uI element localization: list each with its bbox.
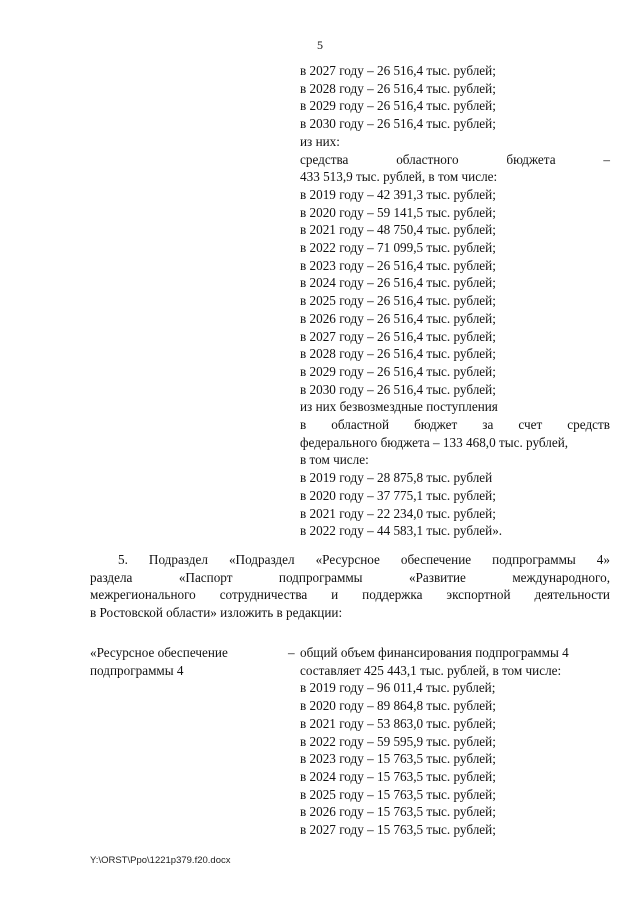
resource-label-line: «Ресурсное обеспечение bbox=[90, 645, 228, 660]
section-line: 5. Подраздел «Подраздел «Ресурсное обеспечение подпрограммы 4» bbox=[118, 552, 610, 567]
list-item: в 2020 году – 89 864,8 тыс. рублей; bbox=[300, 698, 496, 714]
list-item: в 2026 году – 15 763,5 тыс. рублей; bbox=[300, 804, 496, 820]
section-5-paragraph bbox=[90, 551, 610, 622]
grants-heading-line2: в областной бюджет за счет средств bbox=[300, 417, 610, 433]
list-item: в 2028 году – 26 516,4 тыс. рублей; bbox=[300, 346, 496, 362]
list-item: в 2024 году – 26 516,4 тыс. рублей; bbox=[300, 275, 496, 291]
list-item: в 2019 году – 28 875,8 тыс. рублей bbox=[300, 470, 493, 486]
list-item: в 2022 году – 71 099,5 тыс. рублей; bbox=[300, 240, 496, 256]
page-number: 5 bbox=[317, 38, 323, 52]
grants-heading: из них безвозмездные поступления bbox=[300, 399, 498, 415]
list-item: в 2019 году – 42 391,3 тыс. рублей; bbox=[300, 186, 496, 202]
funding-continuation-block bbox=[300, 62, 610, 540]
regional-budget-heading: средства областного бюджета – bbox=[300, 151, 610, 167]
grants-total: федерального бюджета – 133 468,0 тыс. рублей, bbox=[300, 434, 569, 450]
list-item: из них: bbox=[300, 133, 340, 149]
list-item: в 2024 году – 15 763,5 тыс. рублей; bbox=[300, 768, 496, 784]
regional-budget-total: 433 513,9 тыс. рублей, в том числе: bbox=[300, 169, 498, 185]
list-item: в 2021 году – 48 750,4 тыс. рублей; bbox=[300, 222, 496, 238]
list-item: в 2027 году – 26 516,4 тыс. рублей; bbox=[300, 63, 496, 78]
financing-block bbox=[300, 644, 610, 839]
list-item: в 2022 году – 44 583,1 тыс. рублей». bbox=[300, 523, 503, 539]
list-item: в 2023 году – 26 516,4 тыс. рублей; bbox=[300, 257, 496, 273]
grants-heading-line4: в том числе: bbox=[300, 452, 369, 468]
list-item: в 2021 году – 22 234,0 тыс. рублей; bbox=[300, 505, 496, 521]
list-item: в 2020 году – 37 775,1 тыс. рублей; bbox=[300, 487, 496, 503]
resource-label-line: подпрограммы 4 bbox=[90, 662, 184, 678]
resource-label bbox=[90, 644, 280, 679]
list-item: в 2027 году – 15 763,5 тыс. рублей; bbox=[300, 822, 496, 838]
list-item: в 2030 году – 26 516,4 тыс. рублей; bbox=[300, 381, 496, 397]
list-item: в 2019 году – 96 011,4 тыс. рублей; bbox=[300, 680, 496, 696]
financing-total: составляет 425 443,1 тыс. рублей, в том числе: bbox=[300, 662, 562, 678]
footer-file-path: Y:\ORST\Ppo\1221p379.f20.docx bbox=[90, 855, 231, 866]
list-item: в 2025 году – 26 516,4 тыс. рублей; bbox=[300, 293, 496, 309]
list-item: в 2022 году – 59 595,9 тыс. рублей; bbox=[300, 733, 496, 749]
list-item: в 2025 году – 15 763,5 тыс. рублей; bbox=[300, 786, 496, 802]
list-item: в 2020 году – 59 141,5 тыс. рублей; bbox=[300, 204, 496, 220]
financing-heading: общий объем финансирования подпрограммы 4 bbox=[300, 645, 569, 660]
list-item: в 2023 году – 15 763,5 тыс. рублей; bbox=[300, 751, 496, 767]
list-item: в 2030 году – 26 516,4 тыс. рублей; bbox=[300, 116, 496, 132]
list-item: в 2026 году – 26 516,4 тыс. рублей; bbox=[300, 310, 496, 326]
list-item: в 2029 году – 26 516,4 тыс. рублей; bbox=[300, 98, 496, 114]
section-line: в Ростовской области» изложить в редакции: bbox=[90, 605, 343, 621]
section-line: раздела «Паспорт подпрограммы «Развитие международного, bbox=[90, 569, 610, 585]
list-item: в 2021 году – 53 863,0 тыс. рублей; bbox=[300, 715, 496, 731]
list-item: в 2029 году – 26 516,4 тыс. рублей; bbox=[300, 363, 496, 379]
list-item: в 2027 году – 26 516,4 тыс. рублей; bbox=[300, 328, 496, 344]
list-item: в 2028 году – 26 516,4 тыс. рублей; bbox=[300, 80, 496, 96]
dash-separator: – bbox=[288, 645, 295, 660]
section-line: межрегионального сотрудничества и поддержка экспортной деятельности bbox=[90, 587, 610, 603]
